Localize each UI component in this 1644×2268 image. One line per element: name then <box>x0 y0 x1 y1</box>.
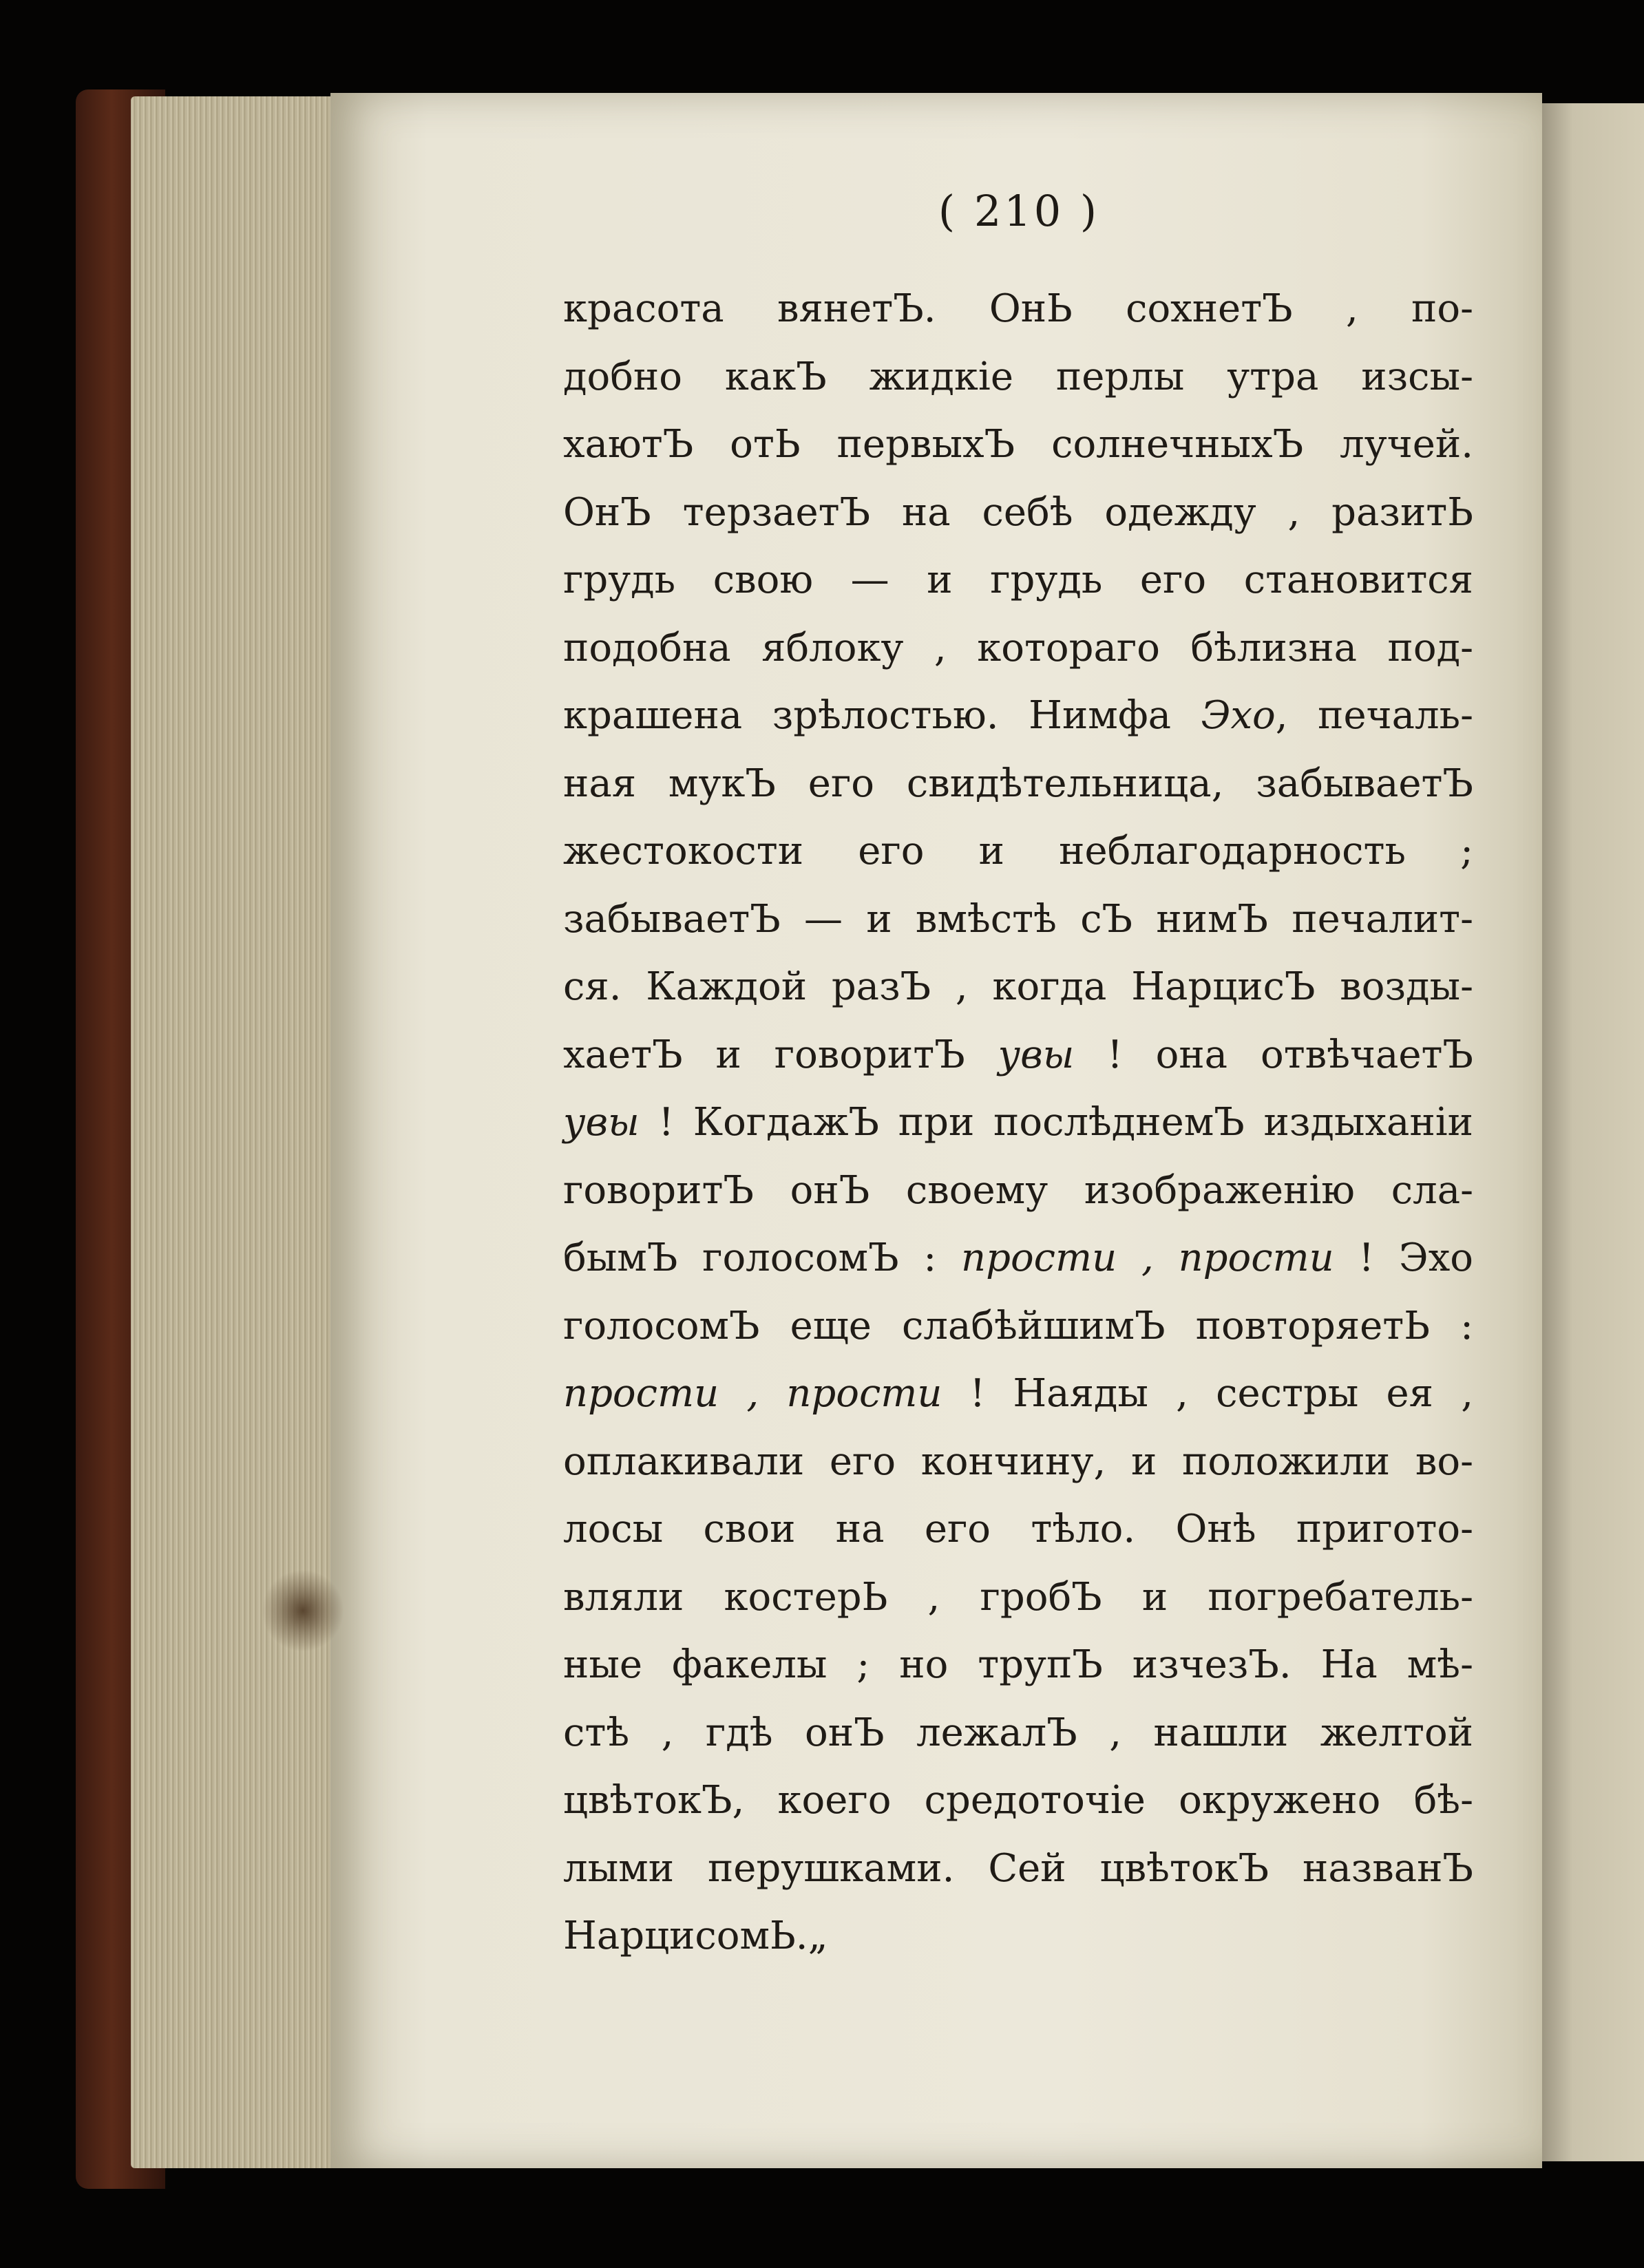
line-text: голосомЪ еще слабѣйшимЪ повторяетЬ : <box>563 1303 1473 1348</box>
text-line <box>563 411 1473 479</box>
text-line <box>563 1564 1473 1632</box>
line-text: хаютЪ отЬ первыхЪ солнечныхЪ лучей. <box>563 422 1473 467</box>
text-line <box>563 343 1473 412</box>
page-stain <box>262 1569 344 1652</box>
page-edges <box>131 96 351 2168</box>
italic-text: прости , прости <box>563 1371 942 1416</box>
text-line <box>563 682 1473 750</box>
text-line <box>563 1225 1473 1293</box>
line-text: стѣ , гдѣ онЪ лежалЪ , нашли желтой <box>563 1710 1473 1755</box>
page-number: ( 210 ) <box>938 186 1100 236</box>
text-line <box>563 275 1473 343</box>
line-text: красота вянетЪ. ОнЬ сохнетЪ , по- <box>563 286 1473 331</box>
text-line <box>563 1631 1473 1699</box>
line-text: оплакивали его кончину, и положили во- <box>563 1439 1473 1484</box>
italic-text: Эхо <box>1201 693 1276 738</box>
line-text: ! она отвѣчаетЪ <box>1074 1032 1473 1077</box>
text-line <box>563 1699 1473 1768</box>
italic-text: увы <box>563 1100 640 1145</box>
text-line <box>563 1360 1473 1428</box>
italic-text: увы <box>998 1032 1075 1077</box>
text-line <box>563 1835 1473 1903</box>
text-line <box>563 886 1473 954</box>
italic-text: прости , прости <box>961 1236 1334 1280</box>
line-text: ! Наяды , сестры ея , <box>942 1371 1473 1416</box>
text-line <box>563 1157 1473 1225</box>
facing-page-edge <box>1542 103 1644 2161</box>
text-line <box>563 479 1473 547</box>
line-text: ная мукЪ его свидѣтельница, забываетЪ <box>563 761 1473 806</box>
text-line <box>563 547 1473 615</box>
line-text: жестокости его и неблагодарность ; <box>563 829 1473 873</box>
line-text: добно какЪ жидкіе перлы утра изсы- <box>563 354 1473 399</box>
line-text: лосы свои на его тѣло. Онѣ пригото- <box>563 1507 1473 1551</box>
line-text: НарцисомЬ.„ <box>563 1914 828 1958</box>
line-text: вляли костерЬ , гробЪ и погребатель- <box>563 1574 1473 1620</box>
text-line <box>563 1293 1473 1361</box>
line-text: , печаль- <box>1275 693 1473 738</box>
line-text: говоритЪ онЪ своему изображенію сла- <box>563 1167 1473 1213</box>
text-line <box>563 750 1473 818</box>
text-line <box>563 818 1473 886</box>
text-line <box>563 1496 1473 1564</box>
text-line <box>563 615 1473 683</box>
line-text: ся. Каждой разЪ , когда НарцисЪ возды- <box>563 964 1473 1009</box>
line-text: забываетЪ — и вмѣстѣ сЪ нимЪ печалит- <box>563 896 1473 942</box>
text-line <box>563 1767 1473 1835</box>
text-line <box>563 1089 1473 1157</box>
line-text: хаетЪ и говоритЪ <box>563 1032 998 1077</box>
text-line <box>563 953 1473 1021</box>
line-text: ные факелы ; но трупЪ изчезЪ. На мѣ- <box>563 1642 1473 1687</box>
line-text: лыми перушками. Сей цвѣтокЪ названЪ <box>563 1845 1473 1891</box>
text-line <box>563 1903 1473 1971</box>
line-text: подобна яблоку , котораго бѣлизна под- <box>563 625 1473 670</box>
line-text: ! Эхо <box>1334 1236 1473 1280</box>
text-line <box>563 1021 1473 1090</box>
line-text: крашена зрѣлостью. Нимфа <box>563 693 1201 738</box>
text-line <box>563 1428 1473 1496</box>
line-text: бымЪ голосомЪ : <box>563 1236 962 1280</box>
line-text: цвѣтокЪ, коего средоточіе окружено бѣ- <box>563 1778 1473 1823</box>
line-text: ! КогдажЪ при послѣднемЪ издыханіи <box>639 1100 1473 1145</box>
line-text: грудь свою — и грудь его становится <box>563 558 1473 602</box>
line-text: ОнЪ терзаетЪ на себѣ одежду , разитЬ <box>563 489 1473 535</box>
body-text <box>563 275 1473 1971</box>
